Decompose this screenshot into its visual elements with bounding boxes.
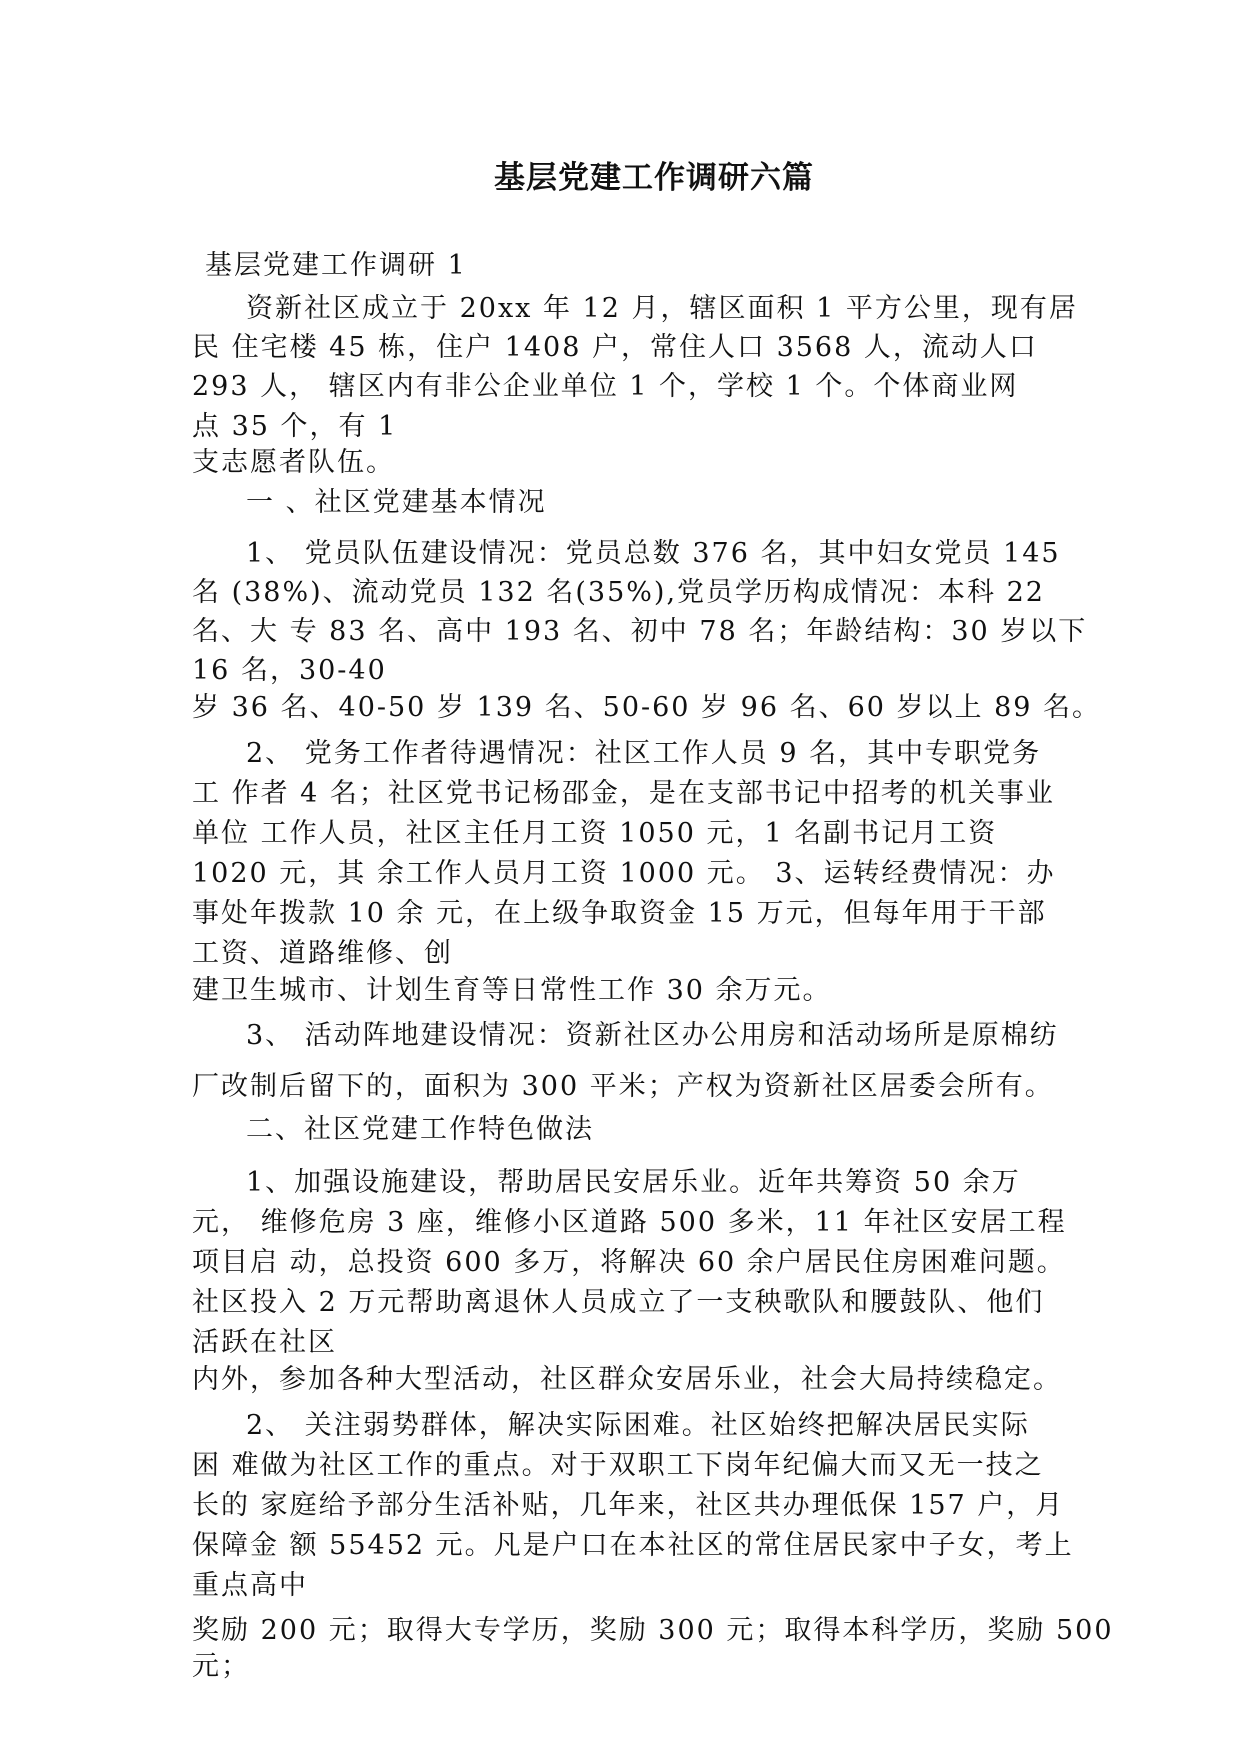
text-line: 1、 党员队伍建设情况：党员总数 376 名，其中妇女党员 145 [246,538,1061,569]
text-line: 岁 36 名、40-50 岁 139 名、50-60 岁 96 名、60 岁以上 89 名。 [192,692,1102,723]
text-line: 支志愿者队伍。 [192,447,395,478]
text-line: 2、 关注弱势群体，解决实际困难。社区始终把解决居民实际 [246,1410,1030,1441]
text-line: 1020 元，其 余工作人员月工资 1000 元。 3、运转经费情况：办 [192,858,1056,889]
text-line: 工资、道路维修、创 [192,938,453,969]
text-line: 点 35 个，有 1 [192,411,398,442]
text-line: 长的 家庭给予部分生活补贴，几年来，社区共办理低保 157 户，月 [192,1490,1065,1521]
text-line: 16 名，30-40 [192,655,387,686]
text-line: 活跃在社区 [192,1327,337,1358]
text-line: 奖励 200 元；取得大专学历，奖励 300 元；取得本科学历，奖励 500 [192,1615,1114,1646]
section-heading: 一 、社区党建基本情况 [246,487,547,518]
text-line: 厂改制后留下的，面积为 300 平米；产权为资新社区居委会所有。 [192,1071,1054,1102]
text-line: 293 人， 辖区内有非公企业单位 1 个，学校 1 个。个体商业网 [192,371,1019,402]
text-line: 名 (38%)、流动党员 132 名(35%),党员学历构成情况：本科 22 [192,577,1045,608]
section-heading: 二、社区党建工作特色做法 [246,1114,594,1145]
text-line: 元； [192,1651,250,1682]
text-line: 项目启 动，总投资 600 多万，将解决 60 余户居民住房困难问题。 [192,1247,1066,1278]
text-line: 困 难做为社区工作的重点。对于双职工下岗年纪偏大而又无一技之 [192,1450,1044,1481]
text-line: 元， 维修危房 3 座，维修小区道路 500 多米，11 年社区安居工程 [192,1207,1067,1238]
text-line: 重点高中 [192,1570,308,1601]
document-title: 基层党建工作调研六篇 [494,160,814,196]
text-line: 工 作者 4 名；社区党书记杨邵金，是在支部书记中招考的机关事业 [192,778,1055,809]
text-line: 内外，参加各种大型活动，社区群众安居乐业，社会大局持续稳定。 [192,1364,1062,1395]
text-line: 保障金 额 55452 元。凡是户口在本社区的常住居民家中子女，考上 [192,1530,1074,1561]
section-subtitle: 基层党建工作调研 1 [205,250,467,281]
text-line: 民 住宅楼 45 栋，住户 1408 户，常住人口 3568 人，流动人口 [192,332,1038,363]
text-line: 1、加强设施建设，帮助居民安居乐业。近年共筹资 50 余万 [246,1167,1021,1198]
text-line: 名、大 专 83 名、高中 193 名、初中 78 名；年龄结构：30 岁以下 [192,616,1088,647]
text-line: 3、 活动阵地建设情况：资新社区办公用房和活动场所是原棉纺 [246,1020,1059,1051]
text-line: 单位 工作人员，社区主任月工资 1050 元，1 名副书记月工资 [192,818,998,849]
text-line: 社区投入 2 万元帮助离退休人员成立了一支秧歌队和腰鼓队、他们 [192,1287,1045,1318]
text-line: 2、 党务工作者待遇情况：社区工作人员 9 名，其中专职党务 [246,738,1042,769]
text-line: 建卫生城市、计划生育等日常性工作 30 余万元。 [192,975,832,1006]
text-line: 资新社区成立于 20xx 年 12 月，辖区面积 1 平方公里，现有居 [246,293,1078,324]
text-line: 事处年拨款 10 余 元，在上级争取资金 15 万元，但每年用于干部 [192,898,1047,929]
